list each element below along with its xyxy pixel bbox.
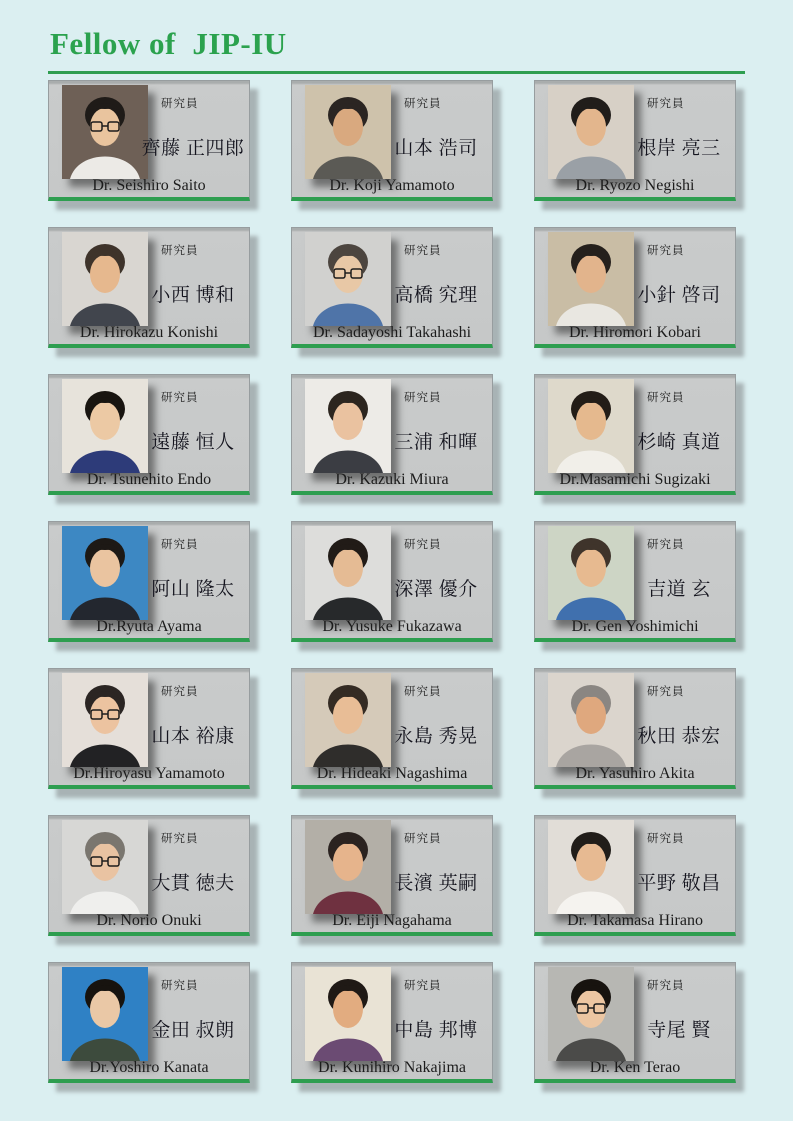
fellow-name-en: Dr. Norio Onuki — [96, 912, 202, 929]
fellow-name-en: Dr. Seishiro Saito — [92, 177, 206, 194]
fellows-grid — [48, 80, 745, 1083]
fellow-card — [291, 521, 493, 642]
fellow-card — [291, 374, 493, 495]
role-badge: 研究員 — [161, 98, 199, 110]
fellow-card — [534, 80, 736, 201]
fellow-photo — [305, 379, 391, 473]
fellow-card — [48, 374, 250, 495]
role-badge: 研究員 — [647, 833, 685, 845]
fellow-card — [291, 668, 493, 789]
person-silhouette-icon — [62, 526, 148, 620]
person-silhouette-icon — [62, 673, 148, 767]
fellow-photo — [548, 526, 634, 620]
role-badge: 研究員 — [647, 392, 685, 404]
fellow-name-jp: 高橋 究理 — [394, 285, 478, 306]
fellow-photo — [548, 673, 634, 767]
fellow-name-en: Dr. Hirokazu Konishi — [79, 324, 219, 341]
person-silhouette-icon — [305, 379, 391, 473]
fellow-name-en: Dr. Hideaki Nagashima — [316, 765, 468, 782]
role-badge: 研究員 — [404, 392, 442, 404]
role-badge: 研究員 — [647, 98, 685, 110]
fellow-card — [48, 227, 250, 348]
fellow-card — [291, 227, 493, 348]
fellow-card — [48, 521, 250, 642]
fellow-name-jp: 三浦 和暉 — [394, 432, 478, 453]
page-title: Fellow of JIP-IU — [50, 26, 287, 61]
fellow-name-en: Dr. Yasuhiro Akita — [575, 765, 695, 782]
fellow-photo — [305, 967, 391, 1061]
fellow-card — [291, 80, 493, 201]
fellow-name-en: Dr. Ken Terao — [589, 1059, 681, 1076]
fellow-name-jp: 平野 敬昌 — [637, 873, 721, 894]
fellow-card — [291, 815, 493, 936]
fellow-name-en: Dr.Masamichi Sugizaki — [559, 471, 711, 488]
role-badge: 研究員 — [404, 98, 442, 110]
person-silhouette-icon — [62, 820, 148, 914]
fellow-name-jp: 大貫 徳夫 — [151, 873, 235, 894]
fellow-photo — [548, 967, 634, 1061]
fellow-card — [534, 668, 736, 789]
role-badge: 研究員 — [404, 686, 442, 698]
fellow-name-en: Dr. Yusuke Fukazawa — [322, 618, 462, 635]
person-silhouette-icon — [305, 820, 391, 914]
fellow-name-jp: 中島 邦博 — [394, 1020, 478, 1041]
fellow-name-jp: 小針 啓司 — [637, 285, 721, 306]
fellow-card — [534, 374, 736, 495]
person-silhouette-icon — [62, 967, 148, 1061]
fellow-photo — [548, 85, 634, 179]
title-underline — [48, 71, 745, 74]
person-silhouette-icon — [305, 232, 391, 326]
fellow-photo — [305, 673, 391, 767]
fellow-name-jp: 寺尾 賢 — [647, 1020, 711, 1041]
fellow-name-jp: 深澤 優介 — [394, 579, 478, 600]
fellow-name-jp: 齊藤 正四郎 — [141, 138, 245, 159]
fellow-name-en: Dr. Sadayoshi Takahashi — [312, 324, 472, 341]
fellow-name-jp: 吉道 玄 — [647, 579, 711, 600]
person-silhouette-icon — [305, 673, 391, 767]
fellow-name-jp: 永島 秀晃 — [394, 726, 478, 747]
person-silhouette-icon — [62, 85, 148, 179]
person-silhouette-icon — [548, 85, 634, 179]
role-badge: 研究員 — [404, 245, 442, 257]
role-badge: 研究員 — [161, 245, 199, 257]
role-badge: 研究員 — [404, 980, 442, 992]
fellow-photo — [62, 85, 148, 179]
fellow-name-jp: 阿山 隆太 — [151, 579, 235, 600]
fellow-photo — [305, 526, 391, 620]
fellow-photo — [548, 820, 634, 914]
fellow-photo — [548, 232, 634, 326]
fellow-name-jp: 金田 叔朗 — [151, 1020, 235, 1041]
person-silhouette-icon — [548, 673, 634, 767]
fellow-card — [48, 962, 250, 1083]
person-silhouette-icon — [62, 379, 148, 473]
fellow-name-en: Dr.Hiroyasu Yamamoto — [73, 765, 225, 782]
fellow-photo — [305, 85, 391, 179]
person-silhouette-icon — [548, 820, 634, 914]
role-badge: 研究員 — [161, 980, 199, 992]
person-silhouette-icon — [62, 232, 148, 326]
fellow-name-en: Dr.Ryuta Ayama — [96, 618, 202, 635]
fellow-card — [48, 668, 250, 789]
role-badge: 研究員 — [404, 833, 442, 845]
fellow-card — [534, 521, 736, 642]
fellow-name-jp: 山本 裕康 — [151, 726, 235, 747]
fellow-photo — [62, 820, 148, 914]
fellow-name-en: Dr. Takamasa Hirano — [567, 912, 703, 929]
fellow-card — [48, 815, 250, 936]
fellow-photo — [305, 232, 391, 326]
fellow-name-en: Dr. Kunihiro Nakajima — [318, 1059, 466, 1076]
fellow-name-jp: 秋田 恭宏 — [637, 726, 721, 747]
fellow-photo — [62, 967, 148, 1061]
fellow-name-jp: 山本 浩司 — [394, 138, 478, 159]
role-badge: 研究員 — [161, 392, 199, 404]
person-silhouette-icon — [548, 526, 634, 620]
fellow-name-en: Dr. Kazuki Miura — [335, 471, 449, 488]
person-silhouette-icon — [548, 379, 634, 473]
fellow-name-jp: 長濱 英嗣 — [394, 873, 478, 894]
fellow-photo — [62, 673, 148, 767]
fellow-name-en: Dr. Tsunehito Endo — [86, 471, 212, 488]
fellow-photo — [62, 379, 148, 473]
role-badge: 研究員 — [404, 539, 442, 551]
person-silhouette-icon — [305, 967, 391, 1061]
fellow-name-jp: 小西 博和 — [151, 285, 235, 306]
fellow-name-en: Dr. Hiromori Kobari — [569, 324, 701, 341]
role-badge: 研究員 — [161, 686, 199, 698]
role-badge: 研究員 — [161, 833, 199, 845]
person-silhouette-icon — [548, 967, 634, 1061]
fellow-name-en: Dr. Eiji Nagahama — [332, 912, 452, 929]
role-badge: 研究員 — [647, 539, 685, 551]
role-badge: 研究員 — [647, 245, 685, 257]
role-badge: 研究員 — [647, 980, 685, 992]
fellow-photo — [62, 526, 148, 620]
fellow-card — [534, 815, 736, 936]
fellow-name-jp: 杉崎 真道 — [637, 432, 721, 453]
fellow-photo — [305, 820, 391, 914]
person-silhouette-icon — [305, 526, 391, 620]
fellow-card — [534, 962, 736, 1083]
fellow-name-jp: 根岸 亮三 — [637, 138, 721, 159]
person-silhouette-icon — [548, 232, 634, 326]
role-badge: 研究員 — [161, 539, 199, 551]
fellow-card — [48, 80, 250, 201]
fellow-name-en: Dr. Gen Yoshimichi — [571, 618, 699, 635]
fellow-card — [291, 962, 493, 1083]
fellow-card — [534, 227, 736, 348]
person-silhouette-icon — [305, 85, 391, 179]
fellow-photo — [62, 232, 148, 326]
fellow-name-en: Dr. Ryozo Negishi — [575, 177, 695, 194]
fellow-photo — [548, 379, 634, 473]
fellow-name-en: Dr.Yoshiro Kanata — [89, 1059, 209, 1076]
role-badge: 研究員 — [647, 686, 685, 698]
fellow-name-jp: 遠藤 恒人 — [151, 432, 235, 453]
fellow-name-en: Dr. Koji Yamamoto — [329, 177, 455, 194]
